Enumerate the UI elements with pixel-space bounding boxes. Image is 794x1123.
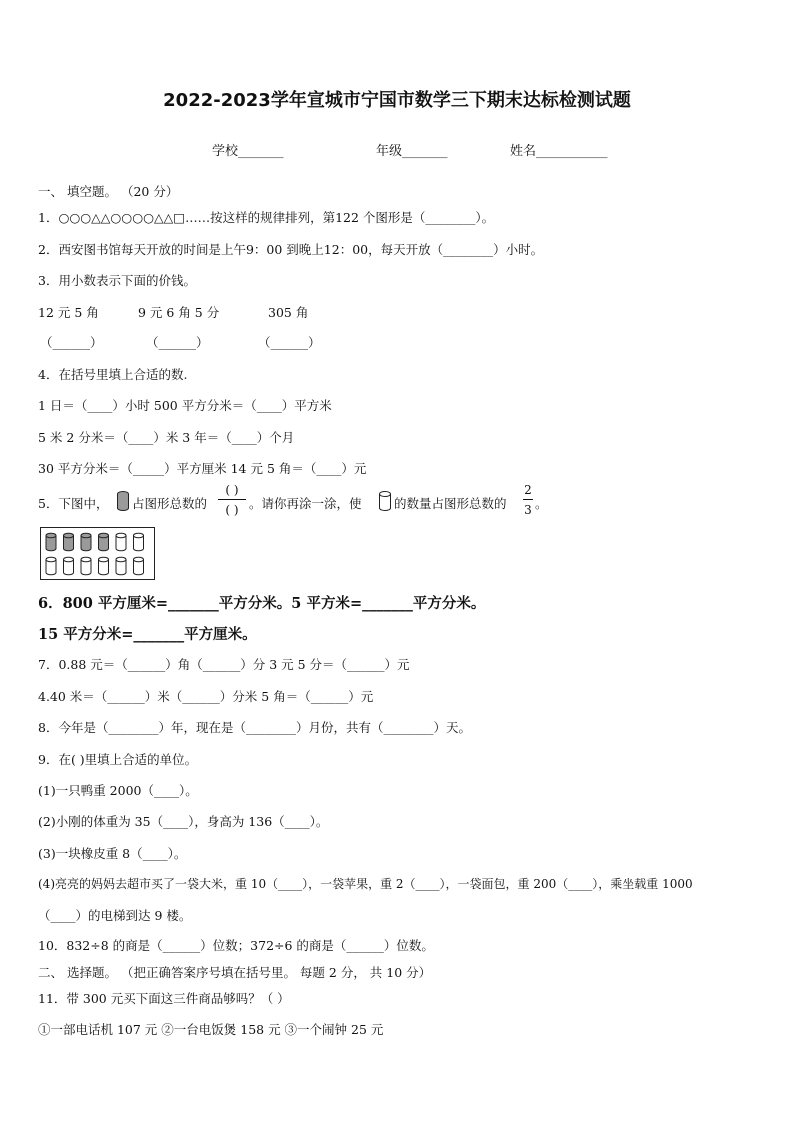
shaded-cylinder xyxy=(81,533,91,551)
question-9-4a: (4)亮亮的妈妈去超市买了一袋大米，重 10（____），一袋苹果，重 2（____），一袋面包，重 200（____），乘坐载重 1000 xyxy=(38,877,693,891)
plain-cylinder xyxy=(64,557,74,575)
plain-cylinder xyxy=(116,557,126,575)
q5-text-e: 。 xyxy=(535,496,548,511)
shaded-cylinder xyxy=(46,533,56,551)
question-2: 2．西安图书馆每天开放的时间是上午9：00 到晚上12：00，每天开放（________）小时。 xyxy=(38,242,544,257)
q5-frac-numerator: 2 xyxy=(524,483,532,497)
question-9-1: (1)一只鸭重 2000（____）。 xyxy=(38,783,198,798)
q5-text-c: 。请你再涂一涂，使 xyxy=(249,496,362,511)
question-4: 4．在括号里填上合适的数. xyxy=(38,367,188,382)
section2-heading: 二、 选择题。 （把正确答案序号填在括号里。 每题 2 分， 共 10 分） xyxy=(38,965,432,980)
cylinder-grid xyxy=(40,527,155,580)
shaded-cylinder-icon xyxy=(116,490,130,512)
question-9-3: (3)一块橡皮重 8（____）。 xyxy=(38,846,187,861)
q5-frac-blank-bar xyxy=(218,499,246,500)
plain-cylinder xyxy=(134,557,144,575)
plain-cylinder xyxy=(46,557,56,575)
q5-frac-blank-numerator: ( ) xyxy=(225,483,239,497)
school-field: 学校_______ xyxy=(212,144,284,159)
question-7b: 4.40 米＝（______）米（______）分米 5 角＝（______）元 xyxy=(38,689,374,704)
question-11: 11．带 300 元买下面这三件商品够吗？（ ） xyxy=(38,991,290,1006)
q3-blank-2: （______） xyxy=(146,335,209,350)
q3-item-3: 305 角 xyxy=(268,305,309,320)
question-11-options: ①一部电话机 107 元 ②一台电饭煲 158 元 ③一个闹钟 25 元 xyxy=(38,1022,384,1037)
question-6a: 6．800 平方厘米=_______平方分米。5 平方米=_______平方分米。 xyxy=(38,595,486,612)
q4-row-3: 30 平方分米＝（_____）平方厘米 14 元 5 角＝（____）元 xyxy=(38,461,367,476)
grade-field: 年级_______ xyxy=(376,144,448,159)
plain-cylinder xyxy=(99,557,109,575)
plain-cylinder xyxy=(116,533,126,551)
q4-row-1: 1 日＝（____）小时 500 平方分米＝（____）平方米 xyxy=(38,398,332,413)
question-9-2: (2)小刚的体重为 35（____），身高为 136（____）。 xyxy=(38,814,329,829)
q3-item-2: 9 元 6 角 5 分 xyxy=(138,305,220,320)
question-9: 9．在( )里填上合适的单位。 xyxy=(38,752,198,767)
question-8: 8．今年是（________）年，现在是（________）月份，共有（________）天。 xyxy=(38,720,471,735)
q5-frac-blank-denominator: ( ) xyxy=(225,503,239,517)
question-1: 1．○○○△△○○○○△△□……按这样的规律排列，第122 个图形是（________）。 xyxy=(38,210,495,225)
question-7a: 7．0.88 元＝（______）角（______）分 3 元 5 分＝（______）元 xyxy=(38,657,410,672)
page-title: 2022-2023学年宣城市宁国市数学三下期末达标检测试题 xyxy=(163,90,631,111)
plain-cylinder-icon xyxy=(378,490,392,512)
shaded-cylinder xyxy=(64,533,74,551)
question-9-4b: （____）的电梯到达 9 楼。 xyxy=(38,908,192,923)
q5-frac-bar xyxy=(523,499,533,500)
question-3: 3．用小数表示下面的价钱。 xyxy=(38,273,196,288)
q3-blank-3: （______） xyxy=(258,335,321,350)
q5-frac-denominator: 3 xyxy=(524,503,532,517)
q3-item-1: 12 元 5 角 xyxy=(38,305,99,320)
q5-text-d: 的数量占图形总数的 xyxy=(394,496,507,511)
question-6b: 15 平方分米=_______平方厘米。 xyxy=(38,626,257,643)
name-field: 姓名___________ xyxy=(510,144,608,159)
question-10: 10．832÷8 的商是（______）位数；372÷6 的商是（______）位数。 xyxy=(38,938,434,953)
q4-row-2: 5 米 2 分米＝（____）米 3 年＝（____）个月 xyxy=(38,430,295,445)
section1-heading: 一、 填空题。 （20 分） xyxy=(38,184,179,199)
plain-cylinder xyxy=(81,557,91,575)
q3-blank-1: （______） xyxy=(40,335,103,350)
shaded-cylinder xyxy=(99,533,109,551)
q5-text-a: 5．下图中， xyxy=(38,496,109,511)
plain-cylinder xyxy=(134,533,144,551)
q5-text-b: 占图形总数的 xyxy=(132,496,208,511)
